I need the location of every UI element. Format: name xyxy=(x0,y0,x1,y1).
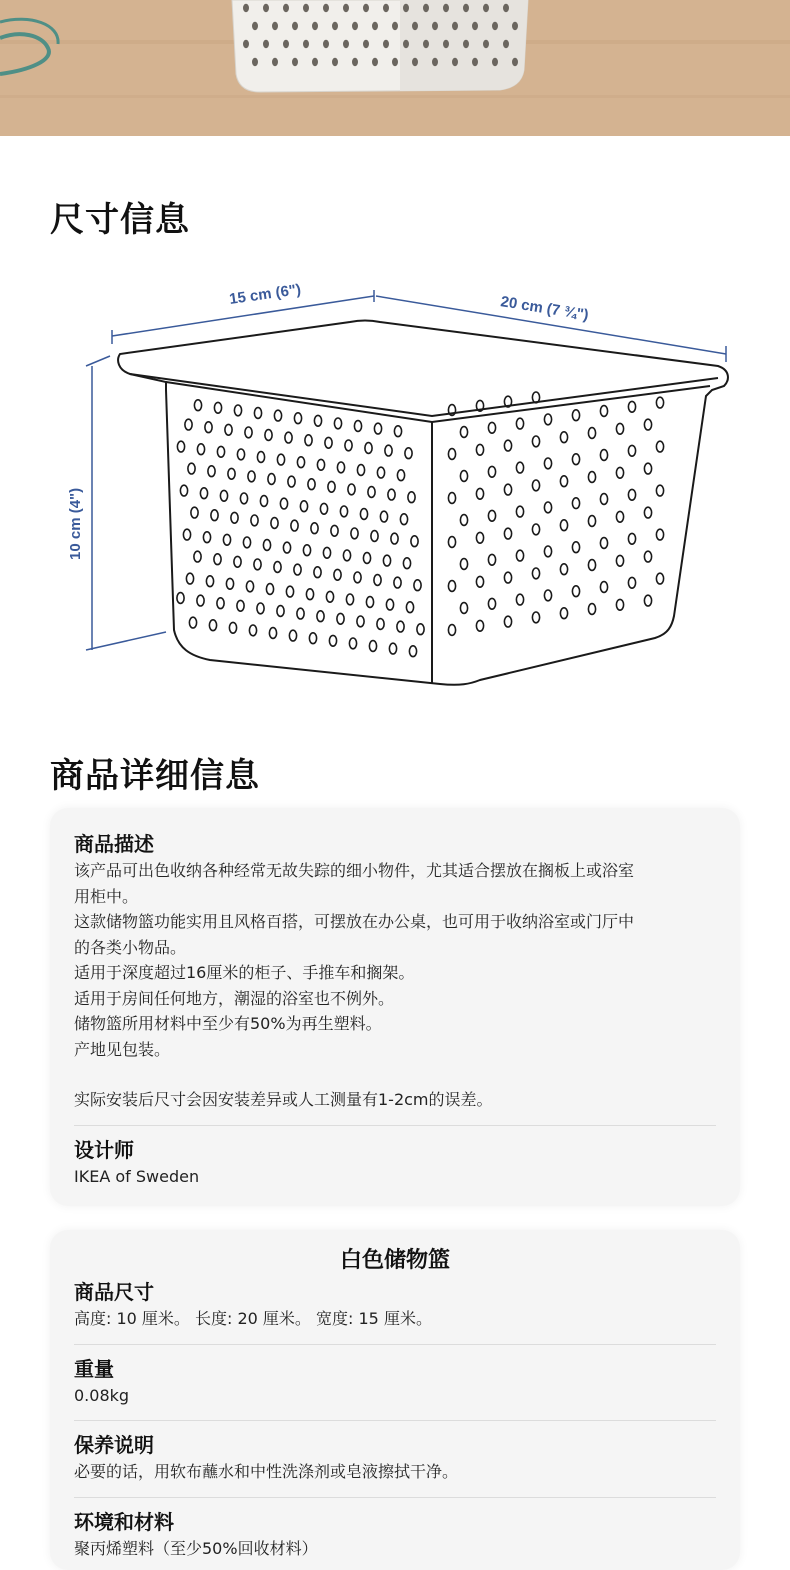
weight-value: 0.08kg xyxy=(74,1385,130,1405)
divider xyxy=(74,1497,716,1498)
product-name: 白色储物篮 xyxy=(339,1248,450,1273)
divider xyxy=(74,1125,716,1126)
divider xyxy=(74,1420,716,1421)
description-line: 适用于房间任何地方，潮湿的浴室也不例外。 xyxy=(74,988,395,1008)
size-heading: 商品尺寸 xyxy=(74,1280,154,1304)
measurement-note: 实际安装后尺寸会因安装差异或人工测量有1-2cm的误差。 xyxy=(74,1090,493,1109)
designer-heading: 设计师 xyxy=(74,1137,134,1162)
height-label: 10 cm (4") xyxy=(67,487,84,560)
product-photo xyxy=(0,0,790,136)
description-line: 这款储物篮功能实用且风格百搭，可摆放在办公桌，也可用于收纳浴室或门厅中 xyxy=(74,912,635,931)
description-line: 储物篮所用材料中至少有50%为再生塑料。 xyxy=(74,1014,382,1033)
section-title-size: 尺寸信息 xyxy=(50,200,190,240)
dimension-diagram xyxy=(40,270,750,700)
care-value: 必要的话，用软布蘸水和中性洗涤剂或皂液擦拭干净。 xyxy=(74,1462,459,1481)
product-specs-card xyxy=(50,1230,740,1570)
description-line: 该产品可出色收纳各种经常无故失踪的细小物件，尤其适合摆放在搁板上或浴室 xyxy=(74,861,635,880)
designer-value: IKEA of Sweden xyxy=(74,1166,200,1186)
weight-heading: 重量 xyxy=(74,1356,114,1381)
description-line: 适用于深度超过16厘米的柜子、手推车和搁架。 xyxy=(74,963,415,982)
description-line: 的各类小物品。 xyxy=(74,937,187,957)
environment-heading: 环境和材料 xyxy=(74,1509,174,1534)
size-value: 高度: 10 厘米。 长度: 20 厘米。 宽度: 15 厘米。 xyxy=(74,1309,432,1328)
width-label: 15 cm (6") xyxy=(228,281,303,308)
description-line: 用柜中。 xyxy=(74,886,139,906)
divider xyxy=(74,1344,716,1345)
description-heading: 商品描述 xyxy=(74,832,154,856)
length-label: 20 cm (7 ¾") xyxy=(499,293,590,324)
care-heading: 保养说明 xyxy=(74,1433,154,1457)
description-line: 产地见包装。 xyxy=(74,1039,171,1059)
environment-value: 聚丙烯塑料（至少50%回收材料） xyxy=(74,1538,318,1558)
section-title-detail: 商品详细信息 xyxy=(50,756,260,796)
product-description-card xyxy=(50,808,740,1206)
